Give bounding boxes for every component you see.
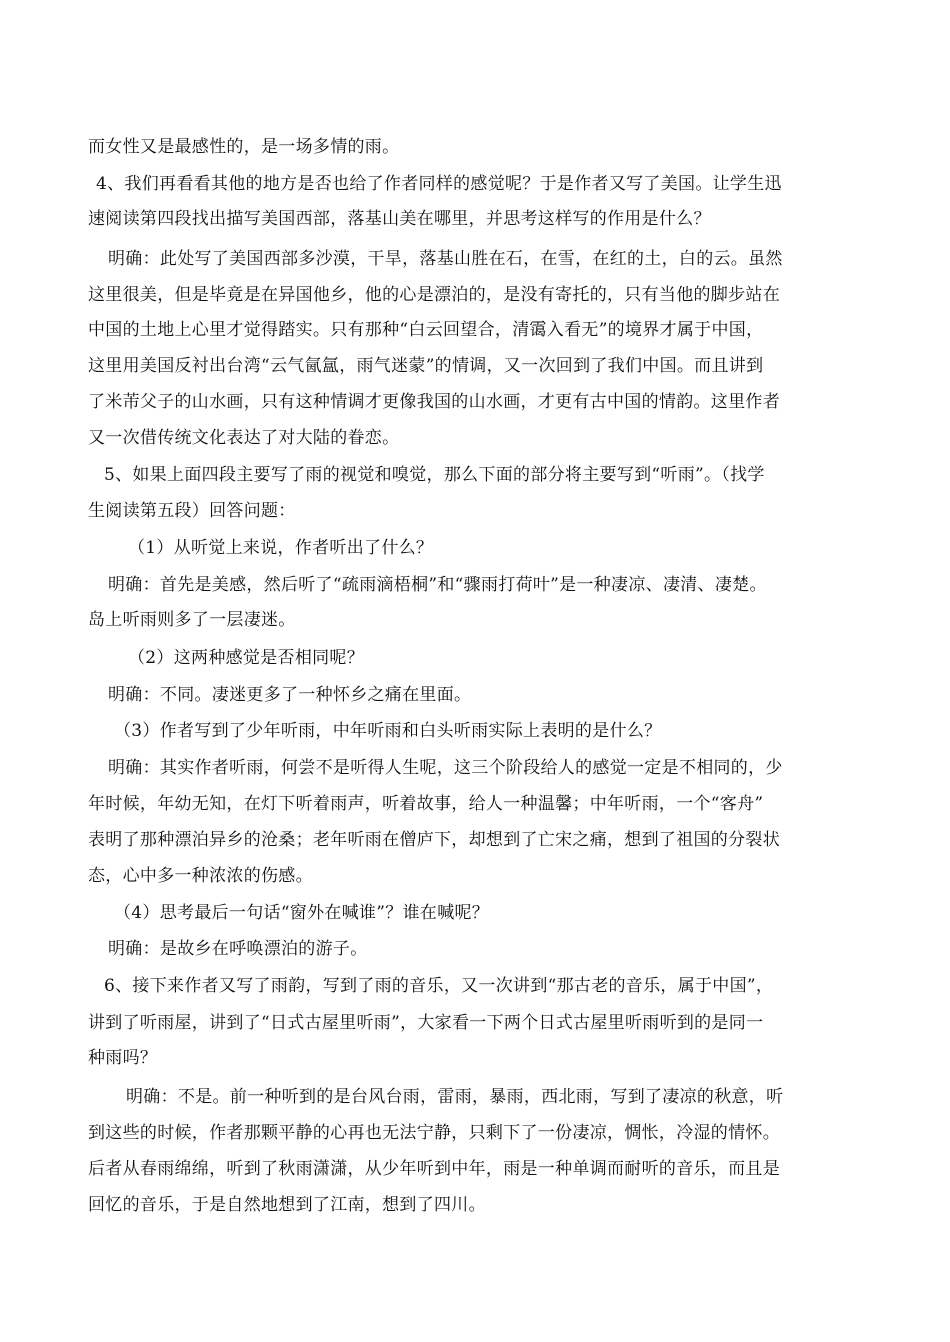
text-line: 又一次借传统文化表达了对大陆的眷恋。: [88, 428, 400, 448]
question-line: （3）作者写到了少年听雨，中年听雨和白头听雨实际上表明的是什么？: [114, 721, 662, 741]
text-line: 5、如果上面四段主要写了雨的视觉和嗅觉，那么下面的部分将主要写到“听雨”。（找学: [104, 465, 765, 485]
text-line: 速阅读第四段找出描写美国西部，落基山美在哪里，并思考这样写的作用是什么？: [88, 209, 711, 229]
text-line: 明确：是故乡在呼唤漂泊的游子。: [108, 939, 368, 959]
question-line: （4）思考最后一句话“窗外在喊谁”？谁在喊呢？: [114, 903, 490, 923]
text-line: 到这些的时候，作者那颗平静的心再也无法宁静，只剩下了一份凄凉，惆怅，冷湿的情怀。: [88, 1123, 780, 1143]
text-line: 表明了那种漂泊异乡的沧桑；老年听雨在僧庐下，却想到了亡宋之痛，想到了祖国的分裂状: [88, 830, 780, 850]
text-line: 中国的土地上心里才觉得踏实。只有那种“白云回望合，清霭入看无”的境界才属于中国，: [88, 320, 764, 340]
text-line: 4、我们再看看其他的地方是否也给了作者同样的感觉呢？于是作者又写了美国。让学生迅: [96, 174, 782, 194]
text-line: 生阅读第五段）回答问题：: [88, 501, 296, 521]
text-line: 明确：不同。凄迷更多了一种怀乡之痛在里面。: [108, 685, 472, 705]
text-line: 年时候，年幼无知，在灯下听着雨声，听着故事，给人一种温馨；中年听雨，一个“客舟”: [88, 794, 764, 814]
text-line: 6、接下来作者又写了雨韵，写到了雨的音乐，又一次讲到“那古老的音乐，属于中国”，: [104, 976, 774, 996]
text-line: 这里很美，但是毕竟是在异国他乡，他的心是漂泊的，是没有寄托的，只有当他的脚步站在: [88, 285, 780, 305]
text-line: 明确：此处写了美国西部多沙漠，干旱，落基山胜在石，在雪，在红的土，白的云。虽然: [108, 249, 783, 269]
text-line: 岛上听雨则多了一层凄迷。: [88, 610, 296, 630]
text-line: 回忆的音乐，于是自然地想到了江南，想到了四川。: [88, 1195, 486, 1215]
text-line: 讲到了听雨屋，讲到了“日式古屋里听雨”，大家看一下两个日式古屋里听雨听到的是同一: [88, 1013, 764, 1033]
question-line: （2）这两种感觉是否相同呢？: [128, 648, 365, 668]
question-line: （1）从听觉上来说，作者听出了什么？: [128, 538, 434, 558]
text-line: 这里用美国反衬出台湾“云气氤氲，雨气迷蒙”的情调，又一次回到了我们中国。而且讲到: [88, 356, 764, 376]
text-line: 了米芾父子的山水画，只有这种情调才更像我国的山水画，才更有古中国的情韵。这里作者: [88, 392, 780, 412]
text-line: 种雨吗？: [88, 1048, 158, 1068]
text-line: 明确：不是。前一种听到的是台风台雨，雷雨，暴雨，西北雨，写到了凄凉的秋意，听: [126, 1087, 784, 1107]
text-line: 态，心中多一种浓浓的伤感。: [88, 866, 313, 886]
text-line: 而女性又是最感性的，是一场多情的雨。: [88, 137, 400, 157]
text-line: 后者从春雨绵绵，听到了秋雨潇潇，从少年听到中年，雨是一种单调而耐听的音乐，而且是: [88, 1159, 780, 1179]
text-line: 明确：其实作者听雨，何尝不是听得人生呢，这三个阶段给人的感觉一定是不相同的，少: [108, 758, 783, 778]
text-line: 明确：首先是美感，然后听了“疏雨滴梧桐”和“骤雨打荷叶”是一种凄凉、凄清、凄楚。: [108, 575, 767, 595]
